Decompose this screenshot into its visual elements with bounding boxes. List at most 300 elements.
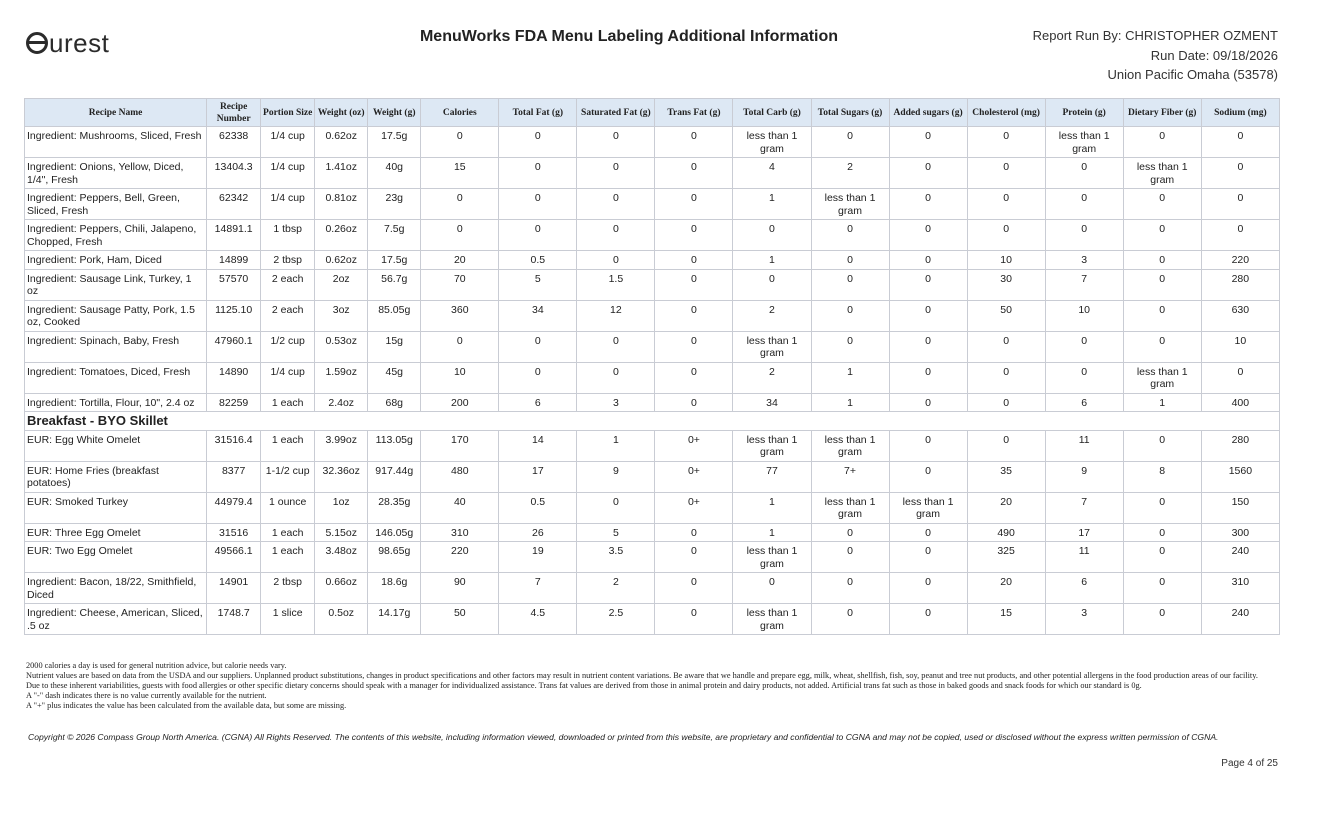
table-cell: 2 xyxy=(577,573,655,604)
table-cell: 0 xyxy=(889,461,967,492)
table-cell: 300 xyxy=(1201,523,1279,542)
recipe-name-cell: EUR: Smoked Turkey xyxy=(25,492,207,523)
column-header: Recipe Name xyxy=(25,99,207,127)
table-cell: 0 xyxy=(655,300,733,331)
table-row xyxy=(25,523,1280,542)
table-cell: 0 xyxy=(1045,362,1123,393)
table-cell: 10 xyxy=(1045,300,1123,331)
table-cell: 1748.7 xyxy=(207,604,261,635)
table-cell: 0 xyxy=(889,158,967,189)
table-row xyxy=(25,461,1280,492)
table-cell: 0 xyxy=(967,189,1045,220)
table-cell: 7 xyxy=(1045,492,1123,523)
table-cell: 1125.10 xyxy=(207,300,261,331)
table-cell: 0 xyxy=(889,542,967,573)
recipe-name-cell: Ingredient: Bacon, 18/22, Smithfield, Diced xyxy=(25,573,207,604)
table-cell: 0 xyxy=(499,158,577,189)
table-cell: 1 xyxy=(811,393,889,412)
section-row xyxy=(25,412,1280,431)
table-cell: 4.5 xyxy=(499,604,577,635)
table-cell: 0 xyxy=(967,393,1045,412)
table-cell: 1 xyxy=(733,251,811,270)
table-cell: 146.05g xyxy=(368,523,421,542)
table-cell: 1 tbsp xyxy=(261,220,315,251)
footnotes xyxy=(26,661,1266,711)
table-cell: 0 xyxy=(655,127,733,158)
table-cell: 0 xyxy=(577,331,655,362)
table-cell: less than 1 gram xyxy=(733,430,811,461)
table-cell: 0 xyxy=(811,269,889,300)
table-cell: 200 xyxy=(421,393,499,412)
column-header: Calories xyxy=(421,99,499,127)
table-cell: 1 each xyxy=(261,393,315,412)
table-cell: 4 xyxy=(733,158,811,189)
table-cell: 3 xyxy=(1045,251,1123,270)
table-cell: 1 xyxy=(733,189,811,220)
table-cell: 0 xyxy=(1123,251,1201,270)
table-cell: 3.99oz xyxy=(315,430,368,461)
location: Union Pacific Omaha (53578) xyxy=(1107,67,1278,82)
table-cell: 2 xyxy=(811,158,889,189)
table-cell: 0 xyxy=(1123,331,1201,362)
table-cell: 0 xyxy=(967,158,1045,189)
table-cell: 0 xyxy=(889,189,967,220)
table-cell: 0 xyxy=(1201,189,1279,220)
table-cell: 0 xyxy=(655,542,733,573)
table-cell: 0 xyxy=(889,127,967,158)
recipe-name-cell: Ingredient: Sausage Patty, Pork, 1.5 oz, Cooked xyxy=(25,300,207,331)
table-row xyxy=(25,127,1280,158)
table-cell: 11 xyxy=(1045,430,1123,461)
table-cell: 40g xyxy=(368,158,421,189)
table-row xyxy=(25,492,1280,523)
table-cell: 15 xyxy=(421,158,499,189)
table-cell: 0 xyxy=(1123,220,1201,251)
table-cell: 0 xyxy=(811,573,889,604)
table-cell: 325 xyxy=(967,542,1045,573)
table-cell: 11 xyxy=(1045,542,1123,573)
eurest-logo-text: urest xyxy=(49,28,110,58)
table-cell: 1oz xyxy=(315,492,368,523)
table-cell: 0 xyxy=(1123,523,1201,542)
table-cell: 34 xyxy=(733,393,811,412)
page-title: MenuWorks FDA Menu Labeling Additional Information xyxy=(419,28,839,45)
table-cell: 0 xyxy=(577,158,655,189)
table-cell: 1 xyxy=(1123,393,1201,412)
table-cell: 170 xyxy=(421,430,499,461)
table-cell: 1/4 cup xyxy=(261,127,315,158)
table-cell: 0 xyxy=(1045,158,1123,189)
table-cell: less than 1 gram xyxy=(1123,362,1201,393)
table-cell: 10 xyxy=(421,362,499,393)
table-cell: 90 xyxy=(421,573,499,604)
table-cell: 7+ xyxy=(811,461,889,492)
table-cell: 0 xyxy=(655,269,733,300)
report-run-by: Report Run By: CHRISTOPHER OZMENT xyxy=(1032,28,1278,43)
table-cell: 1/4 cup xyxy=(261,362,315,393)
table-cell: 62338 xyxy=(207,127,261,158)
table-cell: 1/2 cup xyxy=(261,331,315,362)
table-cell: 9 xyxy=(1045,461,1123,492)
table-cell: 7 xyxy=(1045,269,1123,300)
table-cell: 6 xyxy=(1045,393,1123,412)
table-cell: 1 each xyxy=(261,430,315,461)
table-cell: 26 xyxy=(499,523,577,542)
column-header: Saturated Fat (g) xyxy=(577,99,655,127)
table-cell: 23g xyxy=(368,189,421,220)
table-cell: 0 xyxy=(1123,269,1201,300)
column-header: Dietary Fiber (g) xyxy=(1123,99,1201,127)
table-cell: 0+ xyxy=(655,430,733,461)
table-cell: 310 xyxy=(421,523,499,542)
table-cell: less than 1 gram xyxy=(811,189,889,220)
table-row xyxy=(25,158,1280,189)
report-meta xyxy=(1033,26,1278,85)
table-cell: 3.48oz xyxy=(315,542,368,573)
recipe-name-cell: Ingredient: Mushrooms, Sliced, Fresh xyxy=(25,127,207,158)
table-cell: 85.05g xyxy=(368,300,421,331)
table-cell: 7.5g xyxy=(368,220,421,251)
table-cell: 18.6g xyxy=(368,573,421,604)
table-cell: 917.44g xyxy=(368,461,421,492)
table-cell: 0 xyxy=(499,220,577,251)
table-cell: less than 1 gram xyxy=(811,430,889,461)
table-cell: 0 xyxy=(811,300,889,331)
recipe-name-cell: EUR: Two Egg Omelet xyxy=(25,542,207,573)
table-cell: 82259 xyxy=(207,393,261,412)
table-cell: 0 xyxy=(889,573,967,604)
table-cell: 2oz xyxy=(315,269,368,300)
table-cell: 10 xyxy=(967,251,1045,270)
table-cell: 0.62oz xyxy=(315,127,368,158)
table-cell: 0 xyxy=(1123,430,1201,461)
column-header: Weight (g) xyxy=(368,99,421,127)
recipe-name-cell: Ingredient: Onions, Yellow, Diced, 1/4", Fresh xyxy=(25,158,207,189)
table-row xyxy=(25,573,1280,604)
table-cell: 47960.1 xyxy=(207,331,261,362)
table-cell: 77 xyxy=(733,461,811,492)
column-header: Total Carb (g) xyxy=(733,99,811,127)
table-cell: 0 xyxy=(1123,492,1201,523)
copyright-text: Copyright © 2026 Compass Group North America. (CGNA) All Rights Reserved. The contents of this website, including information viewed, downloaded or printed from this website, are proprietary and confidential to CGNA and may not be copied, used or disclosed without the express written permission of CGNA. xyxy=(28,732,1219,742)
table-cell: 34 xyxy=(499,300,577,331)
table-cell: 1 each xyxy=(261,523,315,542)
table-cell: 44979.4 xyxy=(207,492,261,523)
table-row xyxy=(25,542,1280,573)
table-cell: 0 xyxy=(889,251,967,270)
table-cell: 40 xyxy=(421,492,499,523)
table-cell: 400 xyxy=(1201,393,1279,412)
table-header-row xyxy=(25,99,1280,127)
table-cell: 70 xyxy=(421,269,499,300)
table-cell: 62342 xyxy=(207,189,261,220)
table-cell: 0 xyxy=(1201,362,1279,393)
table-cell: 8 xyxy=(1123,461,1201,492)
table-cell: 0.81oz xyxy=(315,189,368,220)
table-row xyxy=(25,362,1280,393)
table-cell: 0 xyxy=(577,189,655,220)
recipe-name-cell: EUR: Home Fries (breakfast potatoes) xyxy=(25,461,207,492)
table-cell: less than 1 gram xyxy=(1123,158,1201,189)
footnote: A "-" dash indicates there is no value currently available for the nutrient. xyxy=(26,691,267,700)
table-cell: 0 xyxy=(1045,220,1123,251)
recipe-name-cell: Ingredient: Tomatoes, Diced, Fresh xyxy=(25,362,207,393)
table-cell: 490 xyxy=(967,523,1045,542)
table-cell: 0.26oz xyxy=(315,220,368,251)
table-cell: 0.5oz xyxy=(315,604,368,635)
table-cell: 0 xyxy=(1123,542,1201,573)
table-cell: 0+ xyxy=(655,461,733,492)
table-row xyxy=(25,393,1280,412)
table-cell: 5 xyxy=(499,269,577,300)
table-cell: 0 xyxy=(1201,127,1279,158)
table-cell: 35 xyxy=(967,461,1045,492)
column-header: Portion Size xyxy=(261,99,315,127)
table-cell: 0 xyxy=(967,331,1045,362)
table-cell: 2 tbsp xyxy=(261,251,315,270)
table-cell: 0 xyxy=(655,362,733,393)
table-cell: 0+ xyxy=(655,492,733,523)
table-cell: 360 xyxy=(421,300,499,331)
table-cell: 0 xyxy=(1201,220,1279,251)
table-cell: 1 xyxy=(733,523,811,542)
table-cell: 10 xyxy=(1201,331,1279,362)
table-cell: 28.35g xyxy=(368,492,421,523)
table-cell: 0 xyxy=(499,331,577,362)
table-cell: less than 1 gram xyxy=(889,492,967,523)
table-cell: 220 xyxy=(1201,251,1279,270)
table-cell: 0 xyxy=(421,220,499,251)
recipe-name-cell: EUR: Three Egg Omelet xyxy=(25,523,207,542)
table-cell: 56.7g xyxy=(368,269,421,300)
table-cell: less than 1 gram xyxy=(733,331,811,362)
table-body xyxy=(25,127,1280,635)
table-cell: 0 xyxy=(967,430,1045,461)
table-cell: 0 xyxy=(499,189,577,220)
table-cell: 0 xyxy=(889,331,967,362)
table-cell: less than 1 gram xyxy=(1045,127,1123,158)
table-cell: 0 xyxy=(811,604,889,635)
table-cell: 6 xyxy=(499,393,577,412)
column-header: Recipe Number xyxy=(207,99,261,127)
nutrition-table xyxy=(24,98,1280,635)
table-cell: 0 xyxy=(421,127,499,158)
table-cell: 280 xyxy=(1201,269,1279,300)
table-row xyxy=(25,269,1280,300)
footnote: 2000 calories a day is used for general nutrition advice, but calorie needs vary. xyxy=(26,661,287,670)
table-cell: 0 xyxy=(421,189,499,220)
table-cell: 14.17g xyxy=(368,604,421,635)
table-row xyxy=(25,189,1280,220)
table-cell: 0 xyxy=(577,127,655,158)
table-cell: 0 xyxy=(1123,300,1201,331)
table-cell: 6 xyxy=(1045,573,1123,604)
table-cell: 98.65g xyxy=(368,542,421,573)
table-cell: 0 xyxy=(811,220,889,251)
column-header: Total Fat (g) xyxy=(499,99,577,127)
table-cell: 31516.4 xyxy=(207,430,261,461)
table-cell: 20 xyxy=(967,573,1045,604)
table-cell: 2 each xyxy=(261,269,315,300)
table-cell: 0 xyxy=(733,220,811,251)
table-cell: 7 xyxy=(499,573,577,604)
table-cell: 0 xyxy=(1123,127,1201,158)
table-cell: 2.5 xyxy=(577,604,655,635)
table-cell: 14891.1 xyxy=(207,220,261,251)
table-cell: 14 xyxy=(499,430,577,461)
table-cell: 32.36oz xyxy=(315,461,368,492)
table-cell: 0 xyxy=(733,573,811,604)
table-cell: 0.5 xyxy=(499,251,577,270)
table-cell: 5 xyxy=(577,523,655,542)
table-cell: 0 xyxy=(811,331,889,362)
table-cell: 0.5 xyxy=(499,492,577,523)
table-cell: 0 xyxy=(421,331,499,362)
table-cell: 45g xyxy=(368,362,421,393)
table-cell: 630 xyxy=(1201,300,1279,331)
table-cell: 0 xyxy=(1045,331,1123,362)
column-header: Weight (oz) xyxy=(315,99,368,127)
table-cell: 0 xyxy=(577,492,655,523)
table-cell: 17 xyxy=(1045,523,1123,542)
table-cell: 15 xyxy=(967,604,1045,635)
recipe-name-cell: Ingredient: Cheese, American, Sliced, .5 oz xyxy=(25,604,207,635)
table-cell: 0.66oz xyxy=(315,573,368,604)
table-cell: 310 xyxy=(1201,573,1279,604)
table-cell: 8377 xyxy=(207,461,261,492)
table-cell: 2 tbsp xyxy=(261,573,315,604)
table-cell: 0 xyxy=(499,362,577,393)
table-cell: 0 xyxy=(889,523,967,542)
table-cell: 0 xyxy=(889,300,967,331)
column-header: Total Sugars (g) xyxy=(811,99,889,127)
table-cell: 0 xyxy=(889,430,967,461)
table-cell: 0 xyxy=(577,362,655,393)
table-cell: 1560 xyxy=(1201,461,1279,492)
table-cell: less than 1 gram xyxy=(811,492,889,523)
nutrition-table-wrapper xyxy=(24,98,1280,635)
table-cell: 19 xyxy=(499,542,577,573)
table-cell: 0 xyxy=(577,220,655,251)
table-cell: 0 xyxy=(655,158,733,189)
table-row xyxy=(25,604,1280,635)
table-cell: 0 xyxy=(811,251,889,270)
table-cell: 0 xyxy=(655,393,733,412)
table-cell: 1 xyxy=(811,362,889,393)
run-date: Run Date: 09/18/2026 xyxy=(1150,47,1278,63)
table-cell: 0 xyxy=(655,251,733,270)
table-cell: 12 xyxy=(577,300,655,331)
table-cell: 1.59oz xyxy=(315,362,368,393)
table-cell: 2 xyxy=(733,362,811,393)
table-cell: 0 xyxy=(811,523,889,542)
table-cell: 31516 xyxy=(207,523,261,542)
table-cell: 14901 xyxy=(207,573,261,604)
table-cell: 3 xyxy=(1045,604,1123,635)
table-cell: 113.05g xyxy=(368,430,421,461)
recipe-name-cell: EUR: Egg White Omelet xyxy=(25,430,207,461)
table-cell: 3.5 xyxy=(577,542,655,573)
recipe-name-cell: Ingredient: Peppers, Bell, Green, Sliced, Fresh xyxy=(25,189,207,220)
table-cell: 17.5g xyxy=(368,251,421,270)
table-cell: 0 xyxy=(889,269,967,300)
table-cell: 68g xyxy=(368,393,421,412)
recipe-name-cell: Ingredient: Peppers, Chili, Jalapeno, Chopped, Fresh xyxy=(25,220,207,251)
table-cell: 240 xyxy=(1201,604,1279,635)
table-cell: 17.5g xyxy=(368,127,421,158)
table-cell: 5.15oz xyxy=(315,523,368,542)
table-row xyxy=(25,251,1280,270)
table-cell: 280 xyxy=(1201,430,1279,461)
table-cell: 0 xyxy=(889,362,967,393)
table-cell: 49566.1 xyxy=(207,542,261,573)
table-cell: 3 xyxy=(577,393,655,412)
table-cell: 0 xyxy=(1123,604,1201,635)
table-cell: 0 xyxy=(889,393,967,412)
table-cell: 1 each xyxy=(261,542,315,573)
table-cell: 1.5 xyxy=(577,269,655,300)
table-cell: 17 xyxy=(499,461,577,492)
table-cell: 0 xyxy=(889,604,967,635)
page-number: Page 4 of 25 xyxy=(1221,758,1278,769)
table-cell: 0 xyxy=(889,220,967,251)
table-cell: 220 xyxy=(421,542,499,573)
section-title: Breakfast - BYO Skillet xyxy=(25,412,1280,431)
table-cell: 0 xyxy=(733,269,811,300)
table-cell: 0 xyxy=(811,542,889,573)
table-cell: 1 slice xyxy=(261,604,315,635)
table-cell: 0 xyxy=(1123,189,1201,220)
table-cell: 0 xyxy=(967,127,1045,158)
table-cell: 0 xyxy=(499,127,577,158)
table-row xyxy=(25,220,1280,251)
table-cell: 2 xyxy=(733,300,811,331)
table-cell: 0 xyxy=(1201,158,1279,189)
table-cell: 0 xyxy=(655,573,733,604)
table-cell: 0 xyxy=(1123,573,1201,604)
table-cell: 1/4 cup xyxy=(261,158,315,189)
table-cell: 0 xyxy=(655,331,733,362)
table-cell: 50 xyxy=(967,300,1045,331)
table-cell: 1 xyxy=(733,492,811,523)
table-cell: 30 xyxy=(967,269,1045,300)
table-cell: 0 xyxy=(967,220,1045,251)
table-cell: 0 xyxy=(967,362,1045,393)
table-cell: 240 xyxy=(1201,542,1279,573)
table-cell: 14890 xyxy=(207,362,261,393)
table-row xyxy=(25,300,1280,331)
table-cell: 1.41oz xyxy=(315,158,368,189)
table-cell: less than 1 gram xyxy=(733,127,811,158)
footnote: Nutrient values are based on data from the USDA and our suppliers. Unplanned product substitutions, changes in product specifications and other factors may result in nutrient content variations. Be aware that we handle and prepare egg, milk, wheat, shellfish, fish, soy, peanut and tree nut products, and other potential allergens in the food production areas of our facility. Due to these inherent variabilities, guests with food allergies or other specific dietary concerns should speak with a manager for individualized assistance. Trans fat values are derived from those in animal protein and dairy products, not added. Artificial trans fat such as those in baked goods and snack foods for which our standard is 0g. xyxy=(26,671,1258,690)
table-cell: 1-1/2 cup xyxy=(261,461,315,492)
table-cell: 0 xyxy=(655,220,733,251)
table-cell: 13404.3 xyxy=(207,158,261,189)
table-cell: 0 xyxy=(655,604,733,635)
table-cell: 0 xyxy=(577,251,655,270)
table-cell: 0 xyxy=(655,189,733,220)
column-header: Protein (g) xyxy=(1045,99,1123,127)
table-cell: 0 xyxy=(811,127,889,158)
table-cell: 480 xyxy=(421,461,499,492)
table-cell: 2.4oz xyxy=(315,393,368,412)
column-header: Cholesterol (mg) xyxy=(967,99,1045,127)
footnote: A "+" plus indicates the value has been calculated from the available data, but some are missing. xyxy=(26,701,347,710)
table-cell: less than 1 gram xyxy=(733,542,811,573)
table-cell: 1 ounce xyxy=(261,492,315,523)
recipe-name-cell: Ingredient: Tortilla, Flour, 10", 2.4 oz xyxy=(25,393,207,412)
table-cell: 20 xyxy=(967,492,1045,523)
